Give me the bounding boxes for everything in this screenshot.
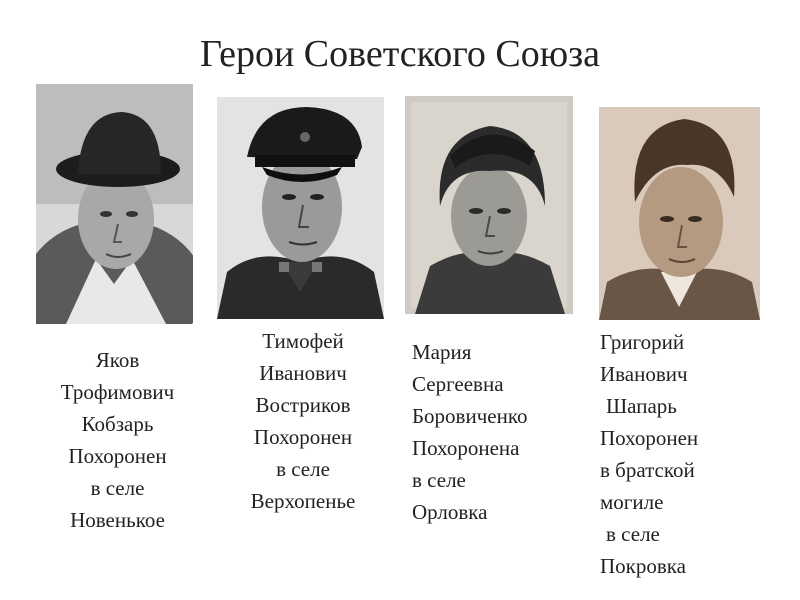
portrait-young-man-image [599,107,760,320]
caption-line: Орловка [412,500,488,524]
caption-line: Боровиченко [412,404,528,428]
portrait-man-in-hat-image [36,84,193,324]
hero-caption-3 [412,336,587,528]
caption-line: Похоронен [68,444,167,468]
hero-photo-3 [405,96,573,314]
portrait-soldier-in-cap-image [217,97,384,319]
caption-line: Тимофей [262,329,344,353]
caption-line: могиле [600,490,664,514]
hero-caption-4 [600,326,775,582]
caption-line: Востриков [255,393,351,417]
caption-line: в братской [600,458,695,482]
hero-photo-4 [599,107,760,320]
caption-line: Трофимович [60,380,175,404]
caption-line: Новенькое [70,508,165,532]
caption-line: в селе [276,457,330,481]
caption-line: Иванович [600,362,688,386]
caption-line: в селе [90,476,145,500]
caption-line: Яков [95,348,140,372]
caption-line: в селе [412,468,466,492]
caption-line: Похоронен [253,425,353,449]
caption-line: Мария [412,340,472,364]
caption-line: Кобзарь [81,412,154,436]
hero-photo-2 [217,97,384,319]
caption-line: Шапарь [606,394,677,418]
caption-line: Григорий [600,330,685,354]
slide-title: Герои Советского Союза [200,33,600,75]
caption-line: Покровка [600,554,686,578]
caption-line: Иванович [259,361,347,385]
caption-line: Похоронена [412,436,520,460]
portrait-woman-in-cap-image [405,96,573,314]
hero-caption-1 [30,344,205,536]
caption-line: Сергеевна [412,372,504,396]
caption-line: Похоронен [600,426,699,450]
caption-line: Верхопенье [250,489,356,513]
hero-caption-2 [228,325,378,517]
caption-line: в селе [606,522,660,546]
hero-photo-1 [36,84,193,324]
